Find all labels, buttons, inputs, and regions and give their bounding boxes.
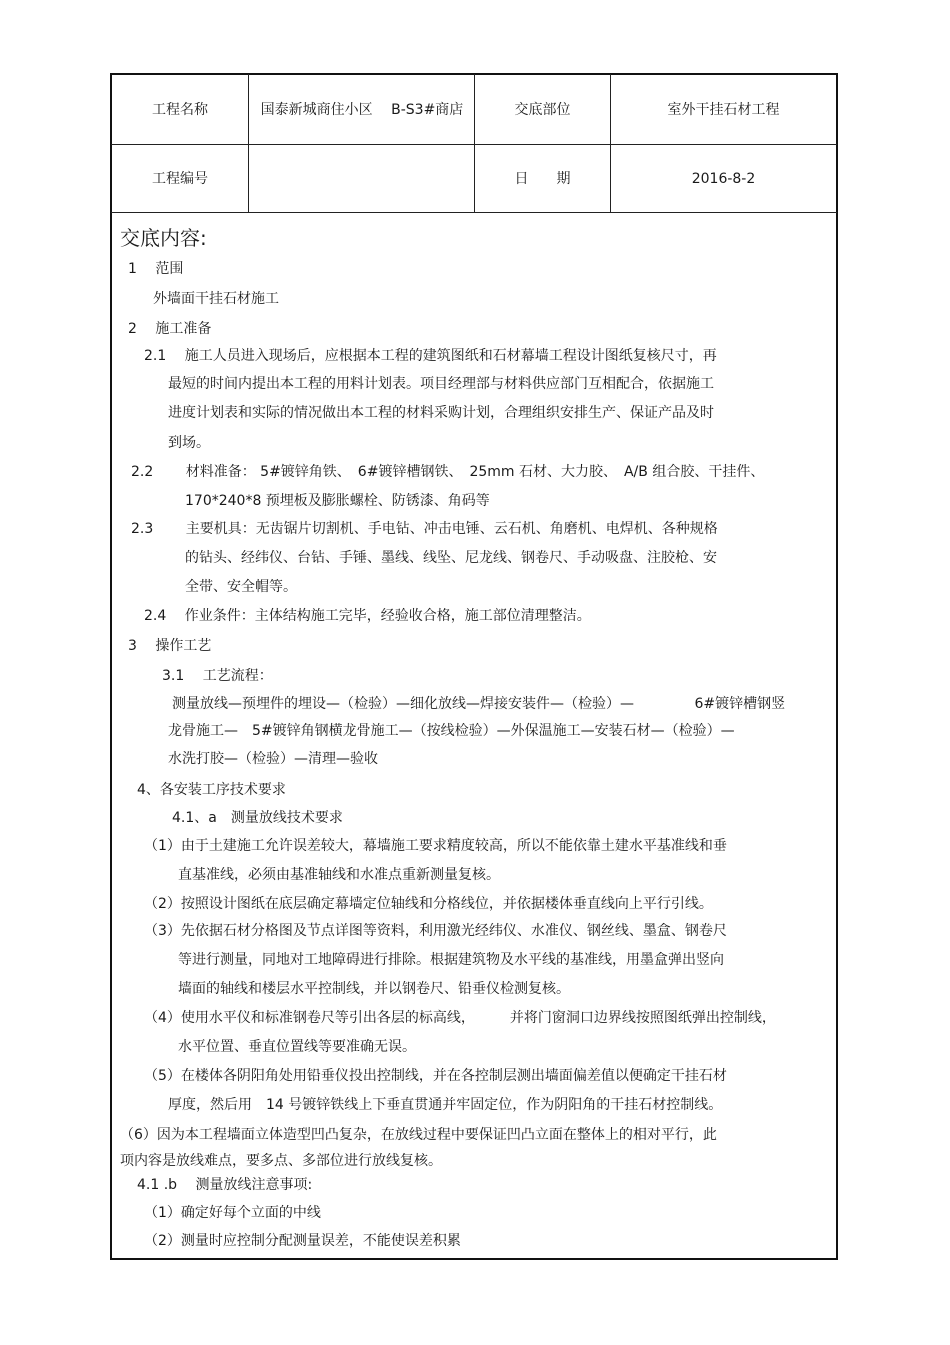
- text-line: 170*240*8 预埋板及膨胀螺栓、防锈漆、角码等: [185, 493, 490, 509]
- text-line: 进度计划表和实际的情况做出本工程的材料采购计划，合理组织安排生产、保证产品及时: [168, 405, 714, 421]
- text-line: （6）因为本工程墙面立体造型凹凸复杂，在放线过程中要保证凹凸立面在整体上的相对平行，此: [120, 1127, 717, 1143]
- text-line: 直基准线，必须由基准轴线和水准点重新测量复核。: [178, 867, 500, 883]
- content-heading: 交底内容:: [120, 226, 207, 250]
- text-line: 龙骨施工— 5#镀锌角钢横龙骨施工—（按线检验）—外保温施工—安装石材—（检验）—: [168, 723, 735, 739]
- section-heading: 3 操作工艺: [128, 638, 212, 654]
- text-line: 水洗打胶—（检验）—清理—验收: [168, 751, 378, 767]
- location-value: 室外干挂石材工程: [667, 101, 780, 118]
- text-line: 2.1 施工人员进入现场后，应根据本工程的建筑图纸和石材幕墙工程设计图纸复核尺寸，再: [144, 348, 717, 364]
- text-line: 水平位置、垂直位置线等要准确无误。: [178, 1039, 416, 1055]
- date-value: 2016-8-2: [691, 170, 756, 187]
- section-heading: 4.1 .b 测量放线注意事项:: [137, 1177, 313, 1193]
- project-name-value: 国泰新城商住小区 B-S3#商店: [260, 101, 464, 118]
- project-name-label: 工程名称: [152, 101, 208, 118]
- project-no-value: [249, 145, 474, 212]
- text-line: 2.3 主要机具：无齿锯片切割机、手电钻、冲击电锤、云石机、角磨机、电焊机、各种规格: [131, 521, 718, 537]
- text-line: 2.2 材料准备： 5#镀锌角铁、 6#镀锌槽钢铁、 25mm 石材、大力胶、 A/B 组合胶、干挂件、: [131, 464, 765, 480]
- section-heading: 1 范围: [128, 261, 184, 277]
- section-heading: 4、各安装工序技术要求: [137, 782, 286, 798]
- text-line: 墙面的轴线和楼层水平控制线，并以钢卷尺、铅垂仪检测复核。: [178, 981, 570, 997]
- text-line: （2）按照设计图纸在底层确定幕墙定位轴线和分格线位，并依据楼体垂直线向上平行引线。: [144, 896, 713, 912]
- text-line: 最短的时间内提出本工程的用料计划表。项目经理部与材料供应部门互相配合，依据施工: [168, 376, 714, 392]
- text-line: 外墙面干挂石材施工: [153, 291, 279, 307]
- text-line: 等进行测量，同地对工地障碍进行排除。根据建筑物及水平线的基准线，用墨盒弹出竖向: [178, 952, 724, 968]
- text-line: （1）由于土建施工允许误差较大，幕墙施工要求精度较高，所以不能依靠土建水平基准线和垂: [144, 838, 727, 854]
- text-line: 3.1 工艺流程：: [162, 668, 273, 684]
- date-label: 日 期: [514, 170, 571, 187]
- text-line: 到场。: [168, 435, 210, 451]
- text-line: 的钻头、经纬仪、台钻、手锤、墨线、线坠、尼龙线、钢卷尺、手动吸盘、注胶枪、安: [185, 550, 717, 566]
- section-heading: 2 施工准备: [128, 321, 212, 337]
- text-line: 2.4 作业条件：主体结构施工完毕，经验收合格，施工部位清理整洁。: [144, 608, 591, 624]
- text-line: 全带、安全帽等。: [185, 579, 297, 595]
- text-line: （2）测量时应控制分配测量误差，不能使误差积累: [144, 1233, 461, 1249]
- project-no-label: 工程编号: [152, 170, 208, 187]
- text-line: （1）确定好每个立面的中线: [144, 1205, 321, 1221]
- text-line: 测量放线—预埋件的埋设—（检验）—细化放线—焊接安装件—（检验）— 6#镀锌槽钢竖: [172, 696, 786, 712]
- text-line: （4）使用水平仪和标准钢卷尺等引出各层的标高线， 并将门窗洞口边界线按照图纸弹出控制线，: [144, 1010, 776, 1026]
- location-label: 交底部位: [514, 101, 571, 118]
- text-line: 厚度，然后用 14 号镀锌铁线上下垂直贯通并牢固定位，作为阴阳角的干挂石材控制线。: [168, 1097, 723, 1113]
- text-line: （3）先依据石材分格图及节点详图等资料，利用激光经纬仪、水准仪、钢丝线、墨盒、钢卷尺: [144, 923, 727, 939]
- text-line: 项内容是放线难点，要多点、多部位进行放线复核。: [120, 1153, 442, 1169]
- text-line: 4.1、a 测量放线技术要求: [172, 810, 343, 826]
- text-line: （5）在楼体各阴阳角处用铅垂仪投出控制线，并在各控制层测出墙面偏差值以便确定干挂石材: [144, 1068, 727, 1084]
